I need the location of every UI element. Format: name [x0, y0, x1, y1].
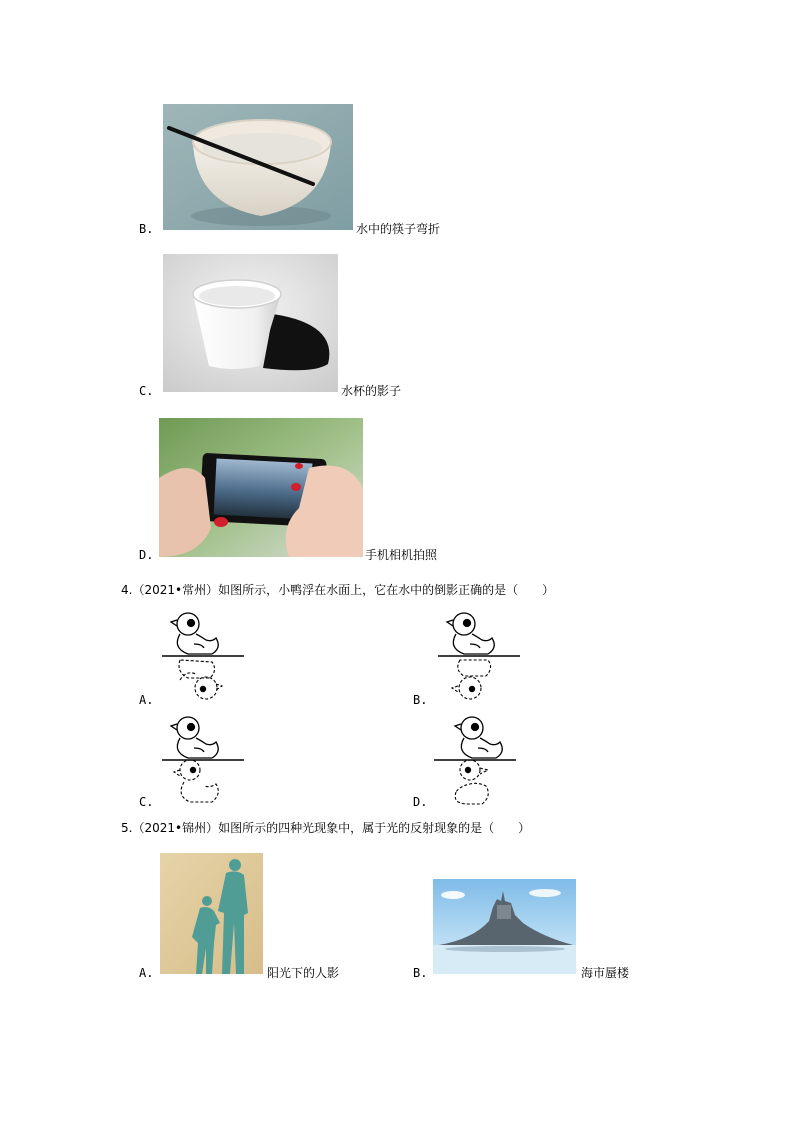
option-label: B. — [139, 222, 154, 236]
cup-shadow-photo — [163, 254, 338, 392]
duck-reflection-figure-d — [432, 712, 522, 808]
question-4-stem: 4.（2021•常州）如图所示，小鸭浮在水面上，它在水中的倒影正确的是（ ） — [121, 583, 555, 597]
mirage-photo — [433, 879, 576, 974]
option-label: A. — [139, 966, 154, 980]
duck-reflection-figure-a — [160, 608, 250, 704]
question-5-stem: 5.（2021•锦州）如图所示的四种光现象中，属于光的反射现象的是（ ） — [121, 821, 531, 835]
option-label: D. — [139, 548, 154, 562]
option-caption: 阳光下的人影 — [267, 966, 340, 980]
option-label: B. — [413, 966, 428, 980]
option-caption: 水中的筷子弯折 — [356, 222, 441, 236]
shadow-people-photo — [160, 853, 263, 974]
option-label: C. — [139, 384, 154, 398]
option-label: A. — [139, 693, 154, 707]
option-label: B. — [413, 693, 428, 707]
duck-reflection-figure-b — [436, 608, 526, 704]
option-label: C. — [139, 795, 154, 809]
bowl-chopstick-photo — [163, 104, 353, 230]
option-caption: 海市蜃楼 — [581, 966, 630, 980]
option-caption: 手机相机拍照 — [365, 548, 438, 562]
phone-camera-photo — [159, 418, 363, 557]
option-caption: 水杯的影子 — [341, 384, 402, 398]
duck-reflection-figure-c — [160, 712, 250, 808]
option-label: D. — [413, 795, 428, 809]
